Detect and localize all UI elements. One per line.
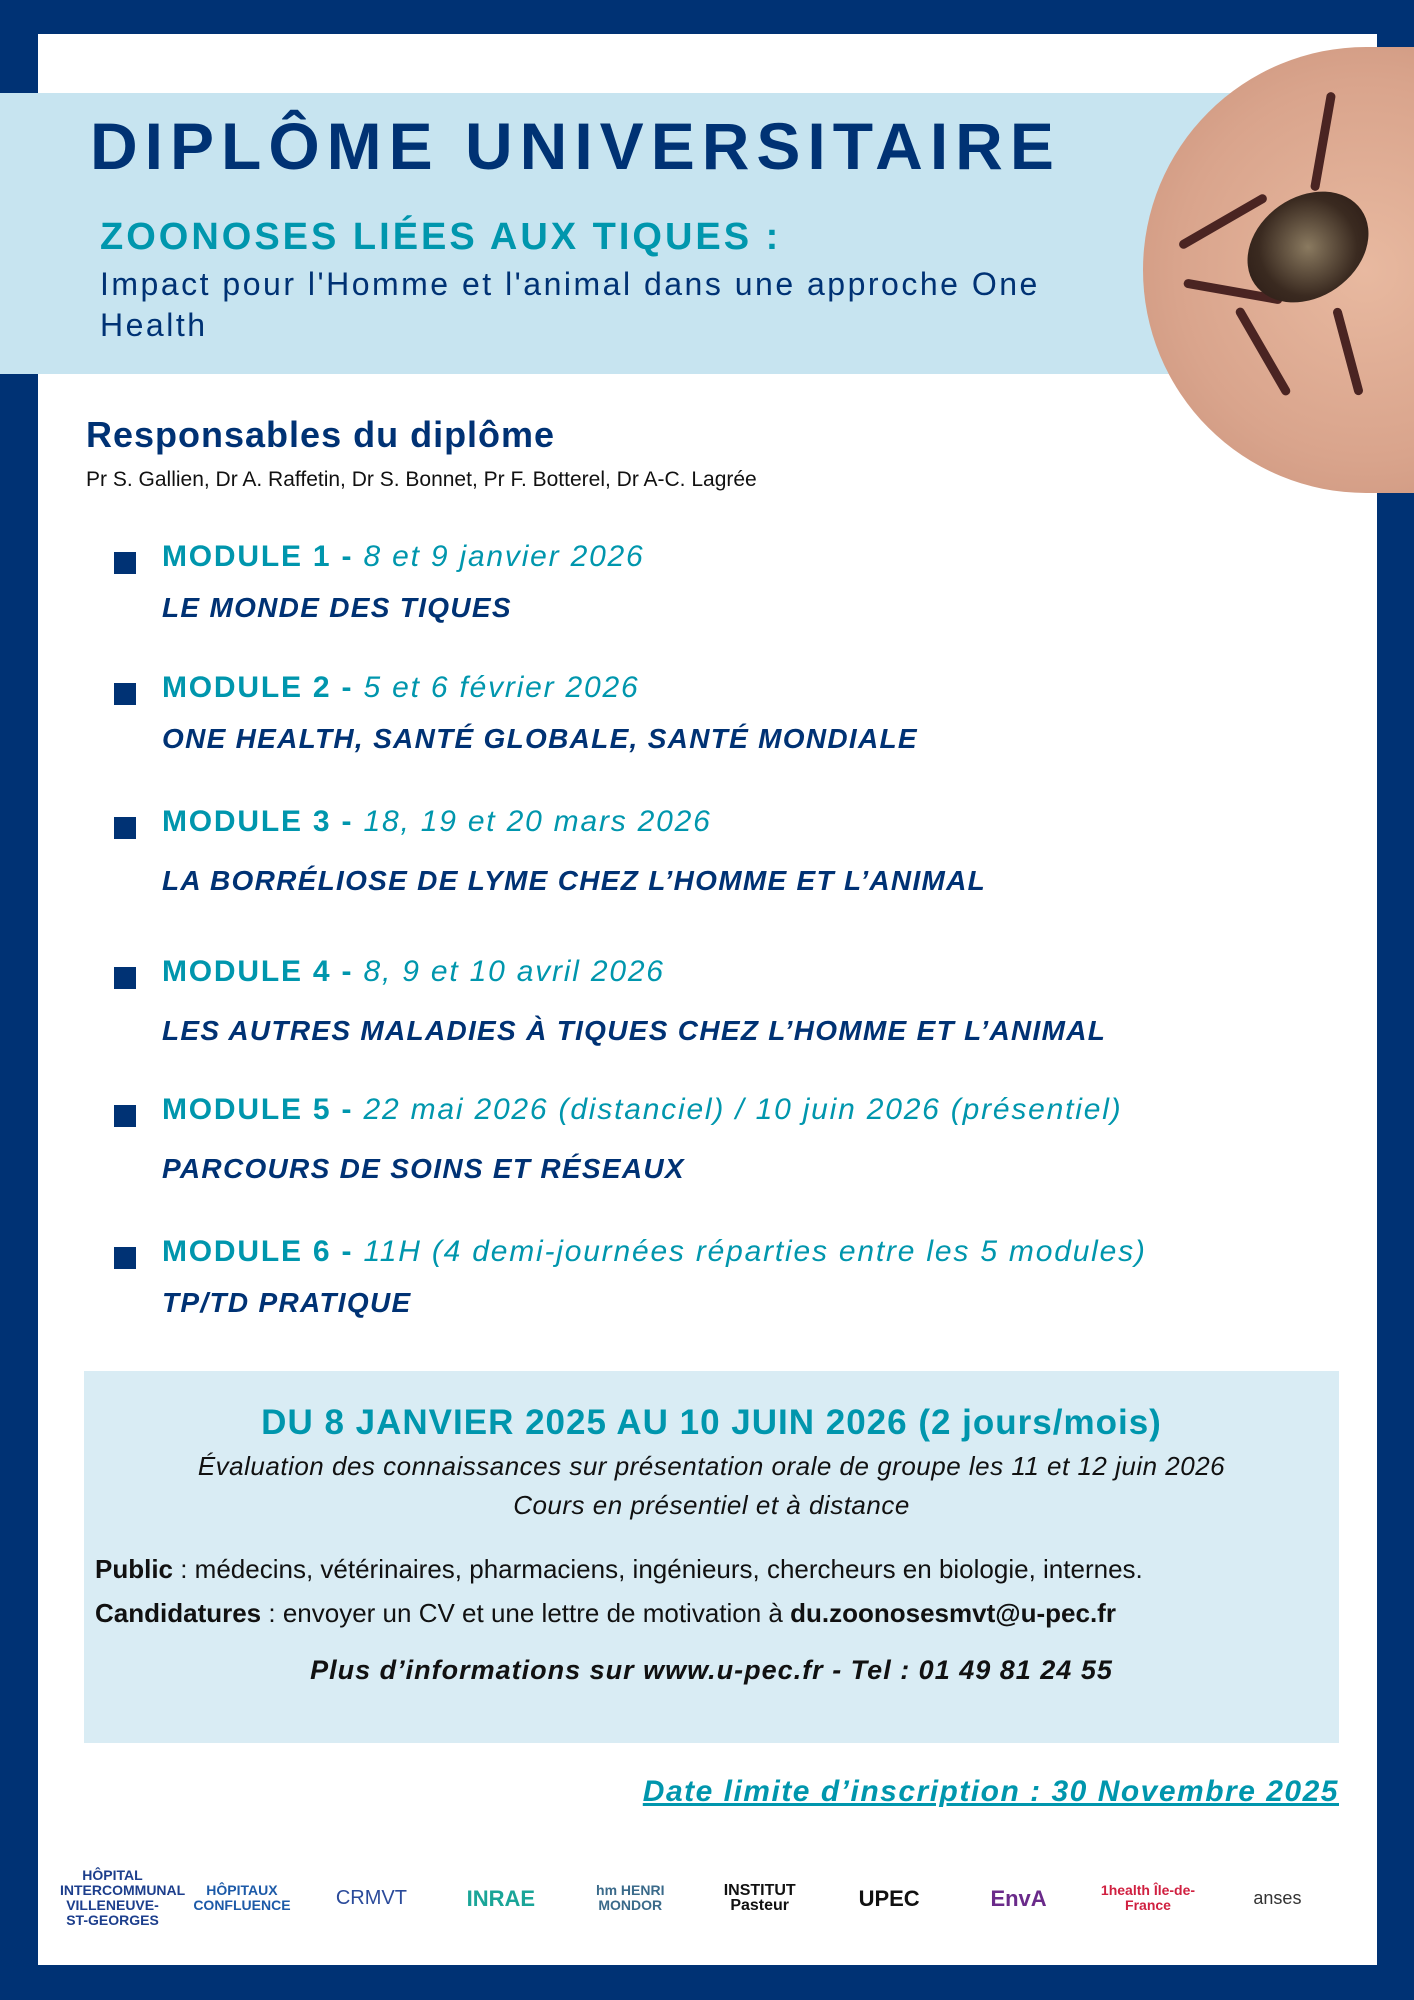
candidatures-line — [95, 1591, 1339, 1635]
module-date: 8 et 9 janvier 2026 — [363, 540, 645, 573]
bullet-square-icon — [114, 967, 136, 989]
email-link[interactable]: du.zoonosesmvt@u-pec.fr — [790, 1598, 1116, 1628]
module-label: MODULE 6 - — [162, 1235, 364, 1268]
module-label: MODULE 5 - — [162, 1093, 364, 1126]
responsables-heading: Responsables du diplôme — [86, 414, 556, 455]
period: DU 8 JANVIER 2025 AU 10 JUIN 2026 (2 jours/mois) — [261, 1403, 1162, 1442]
partner-logos — [60, 1868, 1330, 1928]
logo-pasteur: INSTITUT Pasteur — [723, 1882, 796, 1914]
logo-upec: UPEC — [858, 1885, 920, 1911]
logo-enva: EnvA — [990, 1885, 1047, 1911]
bullet-square-icon — [114, 1105, 136, 1127]
logo-onehealth: 1health Île-de-France — [1100, 1882, 1196, 1913]
logo-confluence: HÔPITAUX CONFLUENCE — [193, 1882, 291, 1913]
deadline-link[interactable]: Date limite d’inscription : 30 Novembre 2025 — [642, 1775, 1339, 1808]
module-label: MODULE 2 - — [162, 671, 364, 704]
public-text: : médecins, vétérinaires, pharmaciens, ingénieurs, chercheurs en biologie, internes. — [173, 1554, 1143, 1584]
bullet-square-icon — [114, 817, 136, 839]
evaluation: Évaluation des connaissances sur présentation orale de groupe les 11 et 12 juin 2026 — [197, 1451, 1226, 1481]
info-box — [84, 1371, 1339, 1743]
tagline: Impact pour l'Homme et l'animal dans une approche One Health — [100, 266, 1040, 343]
module-date: 22 mai 2026 (distanciel) / 10 juin 2026 (présentiel) — [363, 1093, 1123, 1126]
module-date: 8, 9 et 10 avril 2026 — [363, 955, 665, 988]
public-label: Public — [95, 1554, 174, 1584]
responsables-names: Pr S. Gallien, Dr A. Raffetin, Dr S. Bonnet, Pr F. Botterel, Dr A-C. Lagrée — [86, 468, 757, 491]
cand-label: Candidatures — [95, 1598, 262, 1628]
subtitle: ZOONOSES LIÉES AUX TIQUES : — [100, 216, 782, 258]
module-title: TP/TD PRATIQUE — [162, 1287, 412, 1318]
format: Cours en présentiel et à distance — [513, 1490, 910, 1520]
module-label: MODULE 4 - — [162, 955, 364, 988]
module-title: PARCOURS DE SOINS ET RÉSEAUX — [162, 1153, 685, 1184]
logo-inrae: INRAE — [466, 1885, 536, 1911]
module-date: 18, 19 et 20 mars 2026 — [363, 805, 712, 838]
bullet-square-icon — [114, 1247, 136, 1269]
page-title: DIPLÔME UNIVERSITAIRE — [90, 109, 1061, 183]
module-title: LA BORRÉLIOSE DE LYME CHEZ L’HOMME ET L’ANIMAL — [162, 865, 987, 896]
more-info[interactable]: Plus d’informations sur www.u-pec.fr - Tel : 01 49 81 24 55 — [310, 1655, 1113, 1685]
logo-henri-mondor: hm HENRI MONDOR — [596, 1882, 665, 1913]
bullet-square-icon — [114, 552, 136, 574]
module-date: 11H (4 demi-journées réparties entre les 5 modules) — [363, 1235, 1147, 1268]
module-title: ONE HEALTH, SANTÉ GLOBALE, SANTÉ MONDIALE — [162, 723, 918, 754]
cand-text: : envoyer un CV et une lettre de motivation à — [261, 1598, 791, 1628]
logo-anses: anses — [1253, 1887, 1302, 1908]
module-label: MODULE 1 - — [162, 540, 364, 573]
bullet-square-icon — [114, 683, 136, 705]
logo-crmvt: CRMVT — [335, 1886, 407, 1909]
public-line — [95, 1547, 1339, 1591]
module-date: 5 et 6 février 2026 — [363, 671, 640, 704]
module-title: LE MONDE DES TIQUES — [162, 592, 512, 623]
module-label: MODULE 3 - — [162, 805, 364, 838]
logo-hopital-villeneuve: HÔPITAL INTERCOMMUNAL VILLENEUVE-ST-GEORGES — [60, 1867, 186, 1928]
module-title: LES AUTRES MALADIES À TIQUES CHEZ L’HOMME ET L’ANIMAL — [162, 1015, 1107, 1046]
